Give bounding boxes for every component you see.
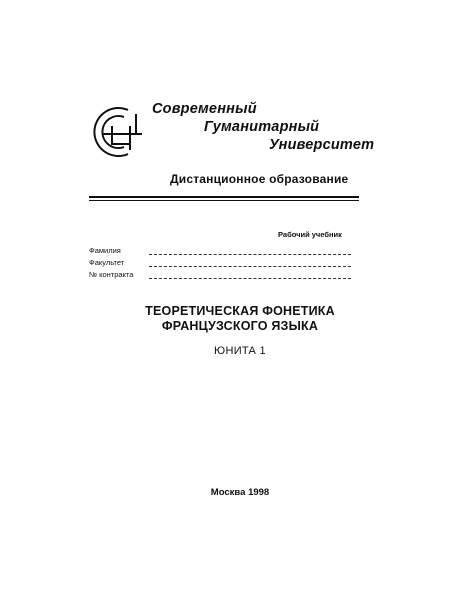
field-contract-number: [89, 270, 351, 280]
field-fill-line: [149, 278, 351, 279]
university-name-line-2: Гуманитарный: [204, 119, 320, 135]
distance-education-subtitle: Дистанционное образование: [170, 172, 349, 186]
workbook-label: Рабочий учебник: [278, 230, 342, 239]
field-fill-line: [149, 266, 351, 267]
header-divider-thin: [89, 200, 359, 201]
city-year: Москва 1998: [210, 487, 270, 498]
field-label: Факультет: [89, 258, 125, 267]
book-title-line-1: ТЕОРЕТИЧЕСКАЯ ФОНЕТИКА: [145, 304, 335, 318]
field-label: Фамилия: [89, 246, 121, 255]
field-surname: [89, 246, 351, 256]
university-logo-icon: [86, 100, 146, 164]
university-name-line-3: Университет: [269, 137, 375, 153]
header-divider-thick: [89, 196, 359, 198]
field-faculty: [89, 258, 351, 268]
field-label: № контракта: [89, 270, 134, 279]
university-name-line-1: Современный: [152, 101, 257, 117]
book-title-line-2: ФРАНЦУЗСКОГО ЯЗЫКА: [161, 319, 319, 333]
unit-label: ЮНИТА 1: [214, 345, 266, 357]
field-fill-line: [149, 254, 351, 255]
